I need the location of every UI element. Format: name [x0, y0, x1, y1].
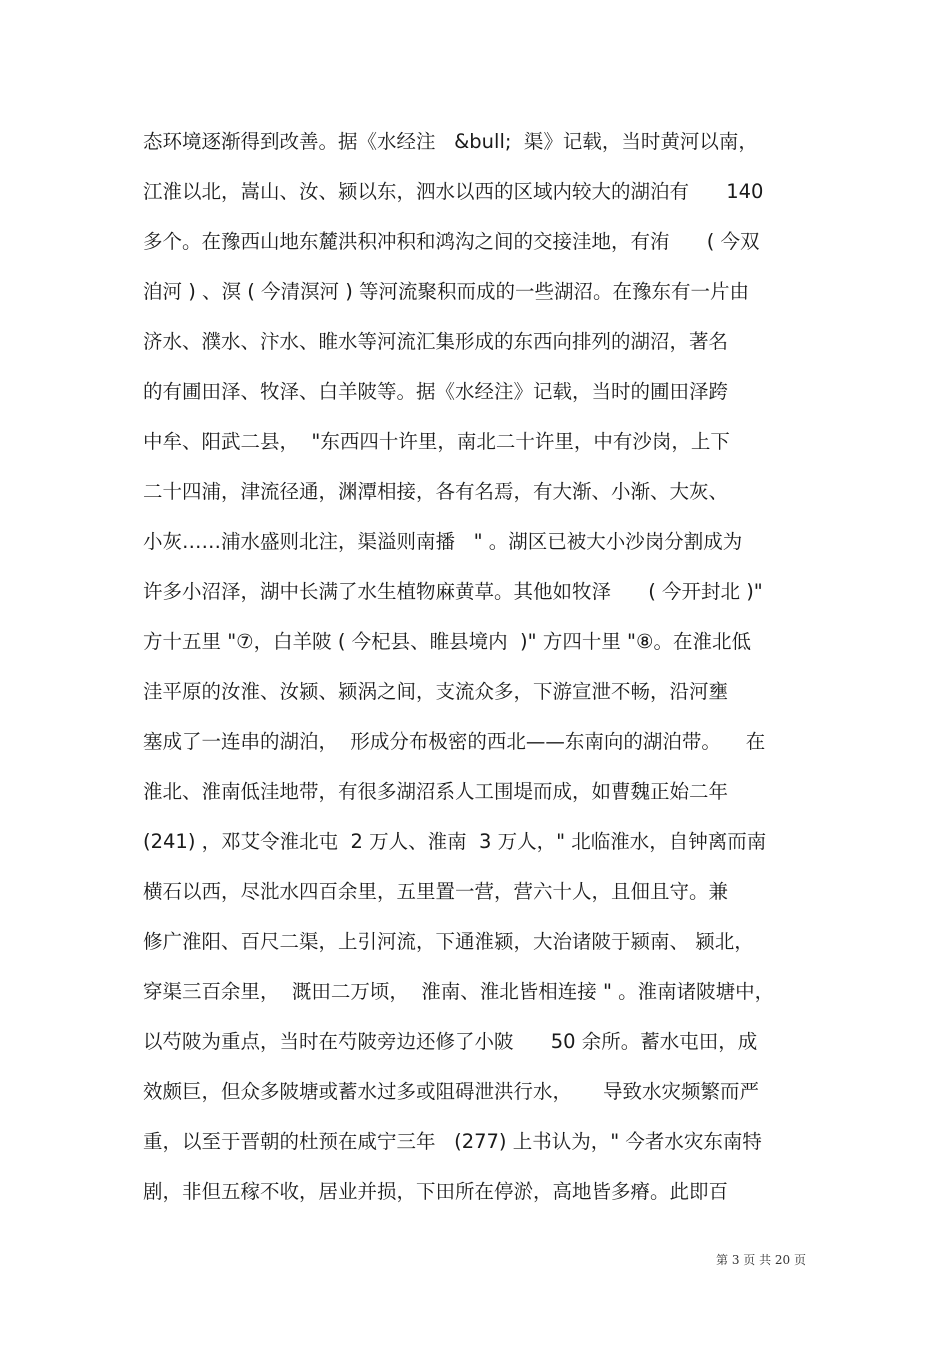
text-line: 剧，非但五稼不收，居业并损，下田所在停淤，高地皆多瘠。此即百: [143, 1180, 729, 1203]
text-line: 淮北、淮南低洼地带，有很多湖沼系人工围堤而成，如曹魏正始二年: [143, 780, 729, 803]
text-line: 中牟、阳武二县， "东西四十许里，南北二十许里，中有沙岗，上下: [143, 430, 730, 453]
page-number: 第 3 页 共 20 页: [716, 1253, 806, 1267]
text-line: 穿渠三百余里， 溉田二万顷， 淮南、淮北皆相连接 " 。淮南诸陂塘中，: [143, 980, 775, 1003]
text-line: (241) ，邓艾令淮北屯 2 万人、淮南 3 万人，" 北临淮水，自钟离而南: [143, 830, 767, 853]
text-line: 二十四浦，津流径通，渊潭相接，各有名焉，有大渐、小渐、大灰、: [143, 480, 729, 503]
text-line: 洎河 ) 、溟 ( 今清溟河 ) 等河流聚积而成的一些湖沼。在豫东有一片由: [143, 280, 750, 303]
text-line: 修广淮阳、百尺二渠，上引河流，下通淮颍，大治诸陂于颍南、 颍北，: [143, 930, 754, 953]
text-line: 态环境逐渐得到改善。据《水经注 &bull; 渠》记载，当时黄河以南，: [143, 130, 758, 153]
page-footer: [0, 1247, 950, 1277]
text-line: 重，以至于晋朝的杜预在咸宁三年 (277) 上书认为，" 今者水灾东南特: [143, 1130, 762, 1153]
text-line: 多个。在豫西山地东麓洪积冲积和鸿沟之间的交接洼地，有洧 ( 今双: [143, 230, 760, 253]
text-line: 江淮以北，嵩山、汝、颍以东，泗水以西的区域内较大的湖泊有 140: [143, 180, 764, 203]
text-line: 许多小沼泽，湖中长满了水生植物麻黄草。其他如牧泽 ( 今开封北 )": [143, 580, 763, 603]
text-line: 以芍陂为重点，当时在芍陂旁边还修了小陂 50 余所。蓄水屯田，成: [143, 1030, 758, 1053]
text-line: 济水、濮水、汴水、睢水等河流汇集形成的东西向排列的湖沼，著名: [143, 330, 729, 353]
text-line: 效颇巨，但众多陂塘或蓄水过多或阻碍泄洪行水， 导致水灾频繁而严: [143, 1080, 759, 1103]
text-line: 小灰……浦水盛则北注，渠溢则南播 " 。湖区已被大小沙岗分割成为: [143, 530, 743, 553]
text-line: 横石以西，尽沘水四百余里，五里置一营，营六十人，且佃且守。兼: [143, 880, 729, 903]
text-line: 的有圃田泽、牧泽、白羊陂等。据《水经注》记载，当时的圃田泽跨: [143, 380, 729, 403]
text-line: 塞成了一连串的湖泊， 形成分布极密的西北——东南向的湖泊带。 在: [143, 730, 766, 753]
text-line: 方十五里 "⑦，白羊陂 ( 今杞县、睢县境内 )" 方四十里 "⑧。在淮北低: [143, 630, 751, 653]
text-line: 洼平原的汝淮、汝颍、颍涡之间，支流众多，下游宣泄不畅，沿河壅: [143, 680, 729, 703]
body-text: [143, 122, 823, 1222]
